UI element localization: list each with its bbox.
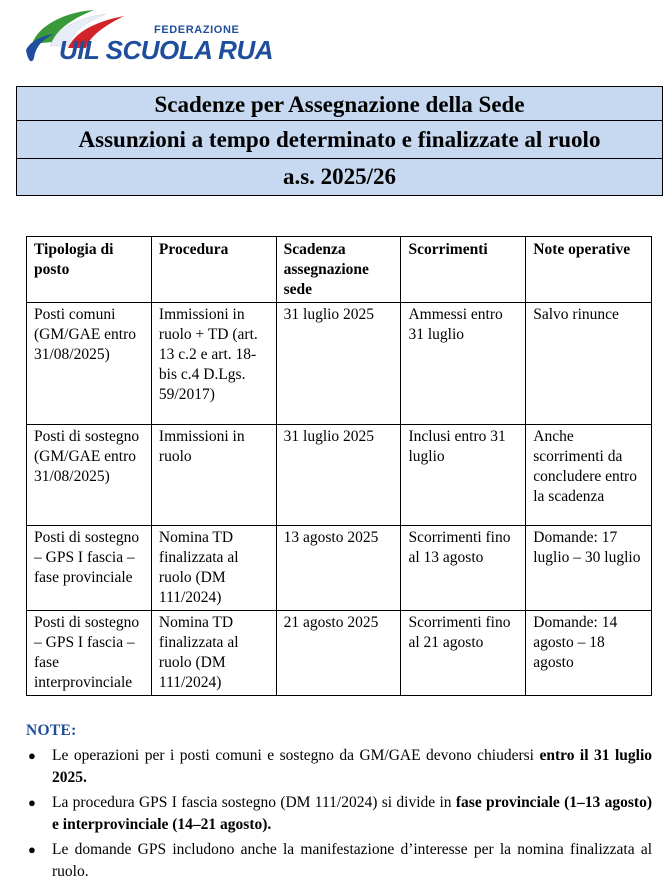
header-procedura: Procedura xyxy=(151,237,276,303)
table-row xyxy=(27,611,652,696)
table-cell: Immissioni in ruolo xyxy=(151,425,276,526)
table-cell: Ammessi entro 31 luglio xyxy=(401,303,526,425)
notes-heading: NOTE: xyxy=(26,722,77,739)
list-item xyxy=(26,839,652,883)
table-cell: Posti di sostegno – GPS I fascia – fase provinciale xyxy=(27,526,152,611)
table-cell: Posti di sostegno (GM/GAE entro 31/08/2025) xyxy=(27,425,152,526)
table-cell: Inclusi entro 31 luglio xyxy=(401,425,526,526)
title-box xyxy=(16,86,663,196)
header-scadenza: Scadenza assegnazione sede xyxy=(276,237,401,303)
table-cell: 13 agosto 2025 xyxy=(276,526,401,611)
table-cell: Scorrimenti fino al 13 agosto xyxy=(401,526,526,611)
note-bold-mid: e xyxy=(52,816,63,833)
table-cell: Domande: 14 agosto – 18 agosto xyxy=(526,611,652,696)
table-cell: Nomina TD finalizzata al ruolo (DM 111/2024) xyxy=(151,611,276,696)
table-cell: Posti di sostegno – GPS I fascia – fase interprovinciale xyxy=(27,611,152,696)
table-row xyxy=(27,526,652,611)
table-header-row xyxy=(27,237,652,303)
table-cell: Scorrimenti fino al 21 agosto xyxy=(401,611,526,696)
header-tipologia: Tipologia di posto xyxy=(27,237,152,303)
header-scorrimenti: Scorrimenti xyxy=(401,237,526,303)
table-cell: 31 luglio 2025 xyxy=(276,425,401,526)
note-text: Le operazioni per i posti comuni e sostegno da GM/GAE devono chiudersi xyxy=(52,747,540,764)
note-bold: entro il 31 luglio 2025 xyxy=(52,747,652,786)
title-line-3: a.s. 2025/26 xyxy=(17,159,662,195)
uil-logo xyxy=(24,6,273,72)
table-cell: 31 luglio 2025 xyxy=(276,303,401,425)
header-note-operative: Note operative xyxy=(526,237,652,303)
table-cell: 21 agosto 2025 xyxy=(276,611,401,696)
schedule-table xyxy=(26,236,652,696)
table-cell: Nomina TD finalizzata al ruolo (DM 111/2024) xyxy=(151,526,276,611)
table-cell: Immissioni in ruolo + TD (art. 13 c.2 e art. 18-bis c.4 D.Lgs. 59/2017) xyxy=(151,303,276,425)
note-bold: fase provinciale (1–13 agosto) xyxy=(455,794,653,811)
table-row xyxy=(27,303,652,425)
list-item xyxy=(26,792,652,836)
list-item xyxy=(26,745,652,789)
title-line-1: Scadenze per Assegnazione della Sede xyxy=(17,87,662,121)
table-cell: Anche scorrimenti da concludere entro la scadenza xyxy=(526,425,652,526)
bullet-icon: ● xyxy=(28,748,36,763)
table-cell: Domande: 17 luglio – 30 luglio xyxy=(526,526,652,611)
note-text: La procedura GPS I fascia sostegno (DM 111/2024) si divide in xyxy=(52,794,456,811)
bullet-icon: ● xyxy=(28,795,36,810)
bullet-icon: ● xyxy=(28,842,36,857)
federazione-label: FEDERAZIONE xyxy=(154,24,240,36)
table-cell: Salvo rinunce xyxy=(526,303,652,425)
table-cell: Posti comuni (GM/GAE entro 31/08/2025) xyxy=(27,303,152,425)
note-text: Le domande GPS includono anche la manifestazione d’interesse per la nomina finalizzata al ruolo. xyxy=(52,841,652,880)
note-bold-2: interprovinciale (14–21 agosto) xyxy=(62,816,268,833)
table-row xyxy=(27,425,652,526)
note-punct: . xyxy=(83,769,87,786)
title-line-2: Assunzioni a tempo determinato e finalizzate al ruolo xyxy=(17,121,662,159)
notes-list xyxy=(26,745,652,886)
brand-name: UIL SCUOLA RUA xyxy=(59,35,273,65)
note-punct: . xyxy=(267,816,272,833)
